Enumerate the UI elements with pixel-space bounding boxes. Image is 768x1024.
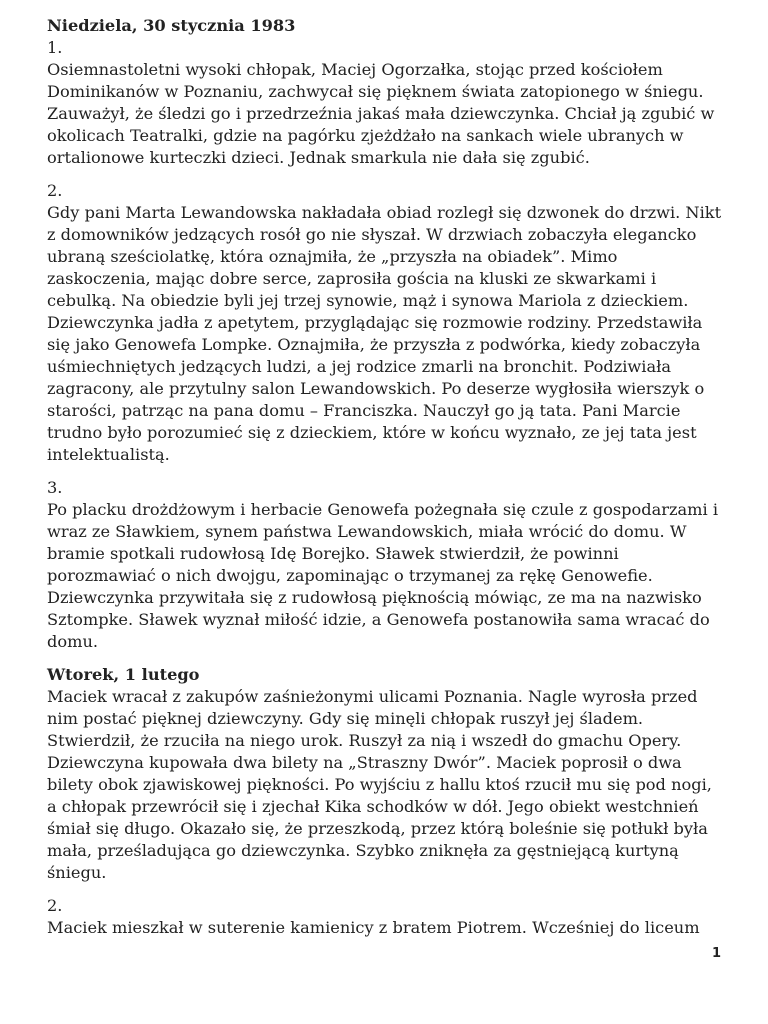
paragraph-line: się jako Genowefa Lompke. Oznajmiła, że przyszła z podwórka, kiedy zobaczyła — [47, 335, 701, 354]
paragraph-line: z domowników jedzących rosół go nie słyszał. W drzwiach zobaczyła elegancko — [47, 225, 697, 244]
date-heading-sunday: Niedziela, 30 stycznia 1983 — [47, 16, 296, 35]
paragraph-line: śniegu. — [47, 863, 107, 882]
paragraph-line: Stwierdził, że rzuciła na niego urok. Ruszył za nią i wszedł do gmachu Opery. — [47, 731, 682, 750]
document-page — [47, 15, 737, 939]
paragraph-line: bilety obok zjawiskowej piękności. Po wyjściu z hallu ktoś rzucił mu się pod nogi, — [47, 775, 712, 794]
paragraph-line: Dziewczyna kupowała dwa bilety na „Straszny Dwór”. Maciek poprosił o dwa — [47, 753, 682, 772]
paragraph-line: ortalionowe kurteczki dzieci. Jednak smarkula nie dała się zgubić. — [47, 148, 590, 167]
section-number: 2. — [47, 896, 63, 915]
paragraph-gap — [47, 466, 737, 477]
paragraph-line: Maciek wracał z zakupów zaśnieżonymi ulicami Poznania. Nagle wyrosła przed — [47, 687, 698, 706]
paragraph-line: Po placku drożdżowym i herbacie Genowefa pożegnała się czule z gospodarzami i — [47, 500, 719, 519]
paragraph-line: zaskoczenia, mając dobre serce, zaprosiła gościa na kluski ze skwarkami i — [47, 269, 657, 288]
paragraph-line: Dominikanów w Poznaniu, zachwycał się pięknem świata zatopionego w śniegu. — [47, 82, 704, 101]
paragraph-line: intelektualistą. — [47, 445, 170, 464]
paragraph-gap — [47, 169, 737, 180]
paragraph-line: cebulką. Na obiedzie byli jej trzej synowie, mąż i synowa Mariola z dzieckiem. — [47, 291, 689, 310]
paragraph-line: Osiemnastoletni wysoki chłopak, Maciej Ogorzałka, stojąc przed kościołem — [47, 60, 663, 79]
section-number: 1. — [47, 38, 63, 57]
section-number: 2. — [47, 181, 63, 200]
paragraph-line: zagracony, ale przytulny salon Lewandowskich. Po deserze wygłosiła wierszyk o — [47, 379, 705, 398]
paragraph-line: bramie spotkali rudowłosą Idę Borejko. Sławek stwierdził, że powinni — [47, 544, 619, 563]
paragraph-line: a chłopak przewrócił się i zjechał Kika schodków w dół. Jego obiekt westchnień — [47, 797, 699, 816]
paragraph-line: Zauważył, że śledzi go i przedrzeźnia jakaś mała dziewczynka. Chciał ją zgubić w — [47, 104, 715, 123]
paragraph-line: uśmiechniętych jedzących ludzi, a jej rodzice zmarli na bronchit. Podziwiała — [47, 357, 672, 376]
paragraph-line: trudno było porozumieć się z dzieckiem, które w końcu wyznało, ze jej tata jest — [47, 423, 697, 442]
paragraph-line: Dziewczynka przywitała się z rudowłosą pięknością mówiąc, ze ma na nazwisko — [47, 588, 702, 607]
paragraph-line: domu. — [47, 632, 99, 651]
paragraph-line: wraz ze Sławkiem, synem państwa Lewandowskich, miała wrócić do domu. W — [47, 522, 687, 541]
paragraph-line: Sztompke. Sławek wyznał miłość idzie, a Genowefa postanowiła sama wracać do — [47, 610, 710, 629]
paragraph-line: śmiał się długo. Okazało się, że przeszkodą, przez którą boleśnie się potłukł była — [47, 819, 708, 838]
date-heading-tuesday: Wtorek, 1 lutego — [47, 665, 200, 684]
paragraph-line: porozmawiać o nich dwojgu, zapominając o trzymanej za rękę Genowefie. — [47, 566, 653, 585]
paragraph-line: Maciek mieszkał w suterenie kamienicy z bratem Piotrem. Wcześniej do liceum — [47, 918, 700, 937]
paragraph-gap — [47, 653, 737, 664]
page-number: 1 — [712, 946, 722, 961]
paragraph-line: Dziewczynka jadła z apetytem, przyglądając się rozmowie rodziny. Przedstawiła — [47, 313, 703, 332]
paragraph-line: starości, patrząc na pana domu – Franciszka. Nauczył go ją tata. Pani Marcie — [47, 401, 681, 420]
paragraph-line: ubraną sześciolatkę, która oznajmiła, że „przyszła na obiadek”. Mimo — [47, 247, 618, 266]
paragraph-line: nim postać pięknej dziewczyny. Gdy się minęli chłopak ruszył jej śladem. — [47, 709, 644, 728]
paragraph-line: mała, prześladująca go dziewczynka. Szybko zniknęła za gęstniejącą kurtyną — [47, 841, 679, 860]
paragraph-gap — [47, 884, 737, 895]
section-number: 3. — [47, 478, 63, 497]
paragraph-line: okolicach Teatralki, gdzie na pagórku zjeżdżało na sankach wiele ubranych w — [47, 126, 684, 145]
paragraph-line: Gdy pani Marta Lewandowska nakładała obiad rozległ się dzwonek do drzwi. Nikt — [47, 203, 722, 222]
